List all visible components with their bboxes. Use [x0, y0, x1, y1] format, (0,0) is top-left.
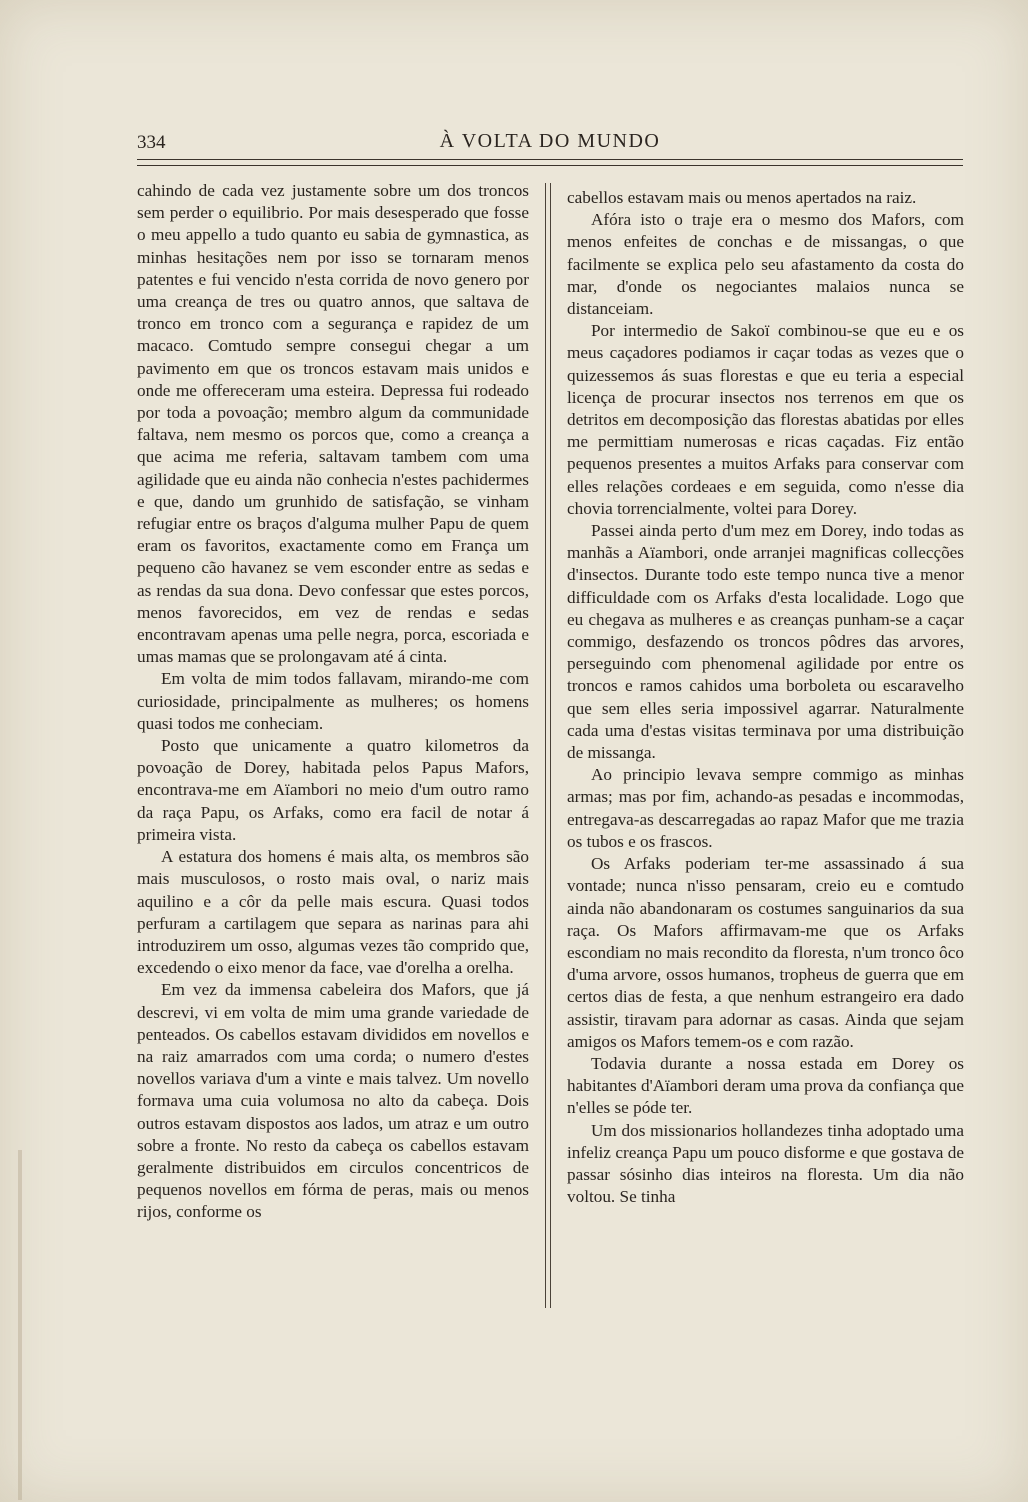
- right-column: [567, 187, 964, 1208]
- paragraph: A estatura dos homens é mais alta, os membros são mais musculosos, o rosto mais oval, o nariz mais aquilino e a côr da pelle mais escura. Quasi todos perfuram a cartilagem que separa as narinas para ahi introduzirem um osso, algumas vezes tão comprido que, excedendo o eixo menor da face, vae d'orelha a orelha.: [137, 847, 529, 978]
- page-header: [137, 128, 963, 158]
- paragraph: Passei ainda perto d'um mez em Dorey, indo todas as manhãs a Aïambori, onde arranjei magnificas collecções d'insectos. Durante todo este tempo nunca tive a menor difficuldade com os Arfaks d'esta localidade. Logo que eu chegava as mulheres e as creanças punham-se a caçar commigo, desfazendo os troncos pôdres das arvores, perseguindo com phenomenal agilidade por entre os troncos e ramos cahidos uma borboleta ou escaravelho que sem elles seria impossivel agarrar. Naturalmente cada uma d'estas visitas terminava por uma distribuição de missanga.: [567, 521, 964, 763]
- paragraph: Todavia durante a nossa estada em Dorey os habitantes d'Aïambori deram uma prova da confiança que n'elles se póde ter.: [567, 1053, 964, 1118]
- column-separator-rule: [545, 183, 551, 1308]
- page-edge-shadow: [18, 1150, 22, 1500]
- paragraph: Um dos missionarios hollandezes tinha adoptado uma infeliz creança Papu um pouco disforme e que gostava de passar sósinho dias inteiros na floresta. Um dia não voltou. Se tinha: [567, 1120, 964, 1207]
- paragraph: Os Arfaks poderiam ter-me assassinado á sua vontade; nunca n'isso pensaram, creio eu e comtudo ainda não abandonaram os costumes sanguinarios da sua raça. Os Mafors affirmavam-me que os Arfaks escondiam no mais recondito da floresta, n'um tronco ôco d'uma arvore, ossos humanos, tropheus de guerra que em certos dias de festa, a que nenhum estrangeiro era dado assistir, tiravam para adornar as casas. Ainda que sejam amigos os Mafors temem-os e com razão.: [567, 854, 964, 1051]
- paragraph: Por intermedio de Sakoï combinou-se que eu e os meus caçadores podiamos ir caçar todas as vezes que o quizessemos ás suas florestas e que eu teria a especial licença de procurar insectos nos terrenos em que os detritos em decomposição das florestas abatidas por elles me permittiam numerosas e ricas caçadas. Fiz então pequenos presentes a muitos Arfaks para conservar com elles relações cordeaes e em seguida, como n'esse dia chovia torrencialmente, voltei para Dorey.: [567, 321, 964, 518]
- page-number: 334: [137, 132, 166, 153]
- paragraph: cahindo de cada vez justamente sobre um dos troncos sem perder o equilibrio. Por mais desesperado que fosse o meu appello a tudo quanto eu sabia de gymnastica, as minhas hesitações nem por isso se tornaram menos patentes e fui vencido n'esta corrida de novo genero por uma creança de tres ou quatro annos, que saltava de tronco em tronco com a segurança e rapidez de um macaco. Comtudo sempre consegui chegar a um pavimento em que os troncos estavam mais unidos e onde me offereceram uma esteira. Depressa fui rodeado por toda a povoação; membro algum da communidade faltava, nem mesmo os porcos que, como a creança a que acima me referia, saltavam tambem com uma agilidade que eu ainda não conhecia n'estes pachidermes e que, dando um grunhido de satisfação, se vinham refugiar entre os braços d'alguma mulher Papu de quem eram os favoritos, exactamente como em França um pequeno cão havanez se vem esconder entre as sedas e as rendas da sua dona. Devo confessar que estes porcos, menos favorecidos, em vez de rendas e sedas encontravam apenas uma pelle negra, porca, escoriada e umas mamas que se prolongavam até á cinta.: [137, 181, 529, 667]
- paragraph: Afóra isto o traje era o mesmo dos Mafors, com menos enfeites de conchas e de missangas, o que facilmente se explica pelo seu afastamento da costa do mar, d'onde os negociantes malaios nunca se distanceiam.: [567, 210, 964, 319]
- paragraph: cabellos estavam mais ou menos apertados na raiz.: [567, 188, 917, 207]
- paragraph: Posto que unicamente a quatro kilometros da povoação de Dorey, habitada pelos Papus Mafors, encontrava-me em Aïambori no meio d'um outro ramo da raça Papu, os Arfaks, como era facil de notar á primeira vista.: [137, 736, 529, 844]
- paragraph: Em vez da immensa cabeleira dos Mafors, que já descrevi, vi em volta de mim uma grande variedade de penteados. Os cabellos estavam divididos em novellos e na raiz amarrados com uma corda; o numero d'estes novellos variava d'um a vinte e mais talvez. Um novello formava uma cuia volumosa no alto da cabeça. Dois outros estavam dispostos aos lados, um atraz e um outro sobre a fronte. No resto da cabeça os cabellos estavam geralmente distribuidos em circulos concentricos de pequenos novellos em fórma de peras, mais ou menos rijos, conforme os: [137, 980, 529, 1222]
- left-column: [137, 180, 529, 1224]
- paragraph: Ao principio levava sempre commigo as minhas armas; mas por fim, achando-as pesadas e incommodas, entregava-as descarregadas ao rapaz Mafor que me trazia os tubos e os frascos.: [567, 765, 964, 851]
- header-double-rule: [137, 159, 963, 166]
- paragraph: Em volta de mim todos fallavam, mirando-me com curiosidade, principalmente as mulheres; os homens quasi todos me conheciam.: [137, 669, 529, 733]
- running-title: À VOLTA DO MUNDO: [439, 130, 661, 152]
